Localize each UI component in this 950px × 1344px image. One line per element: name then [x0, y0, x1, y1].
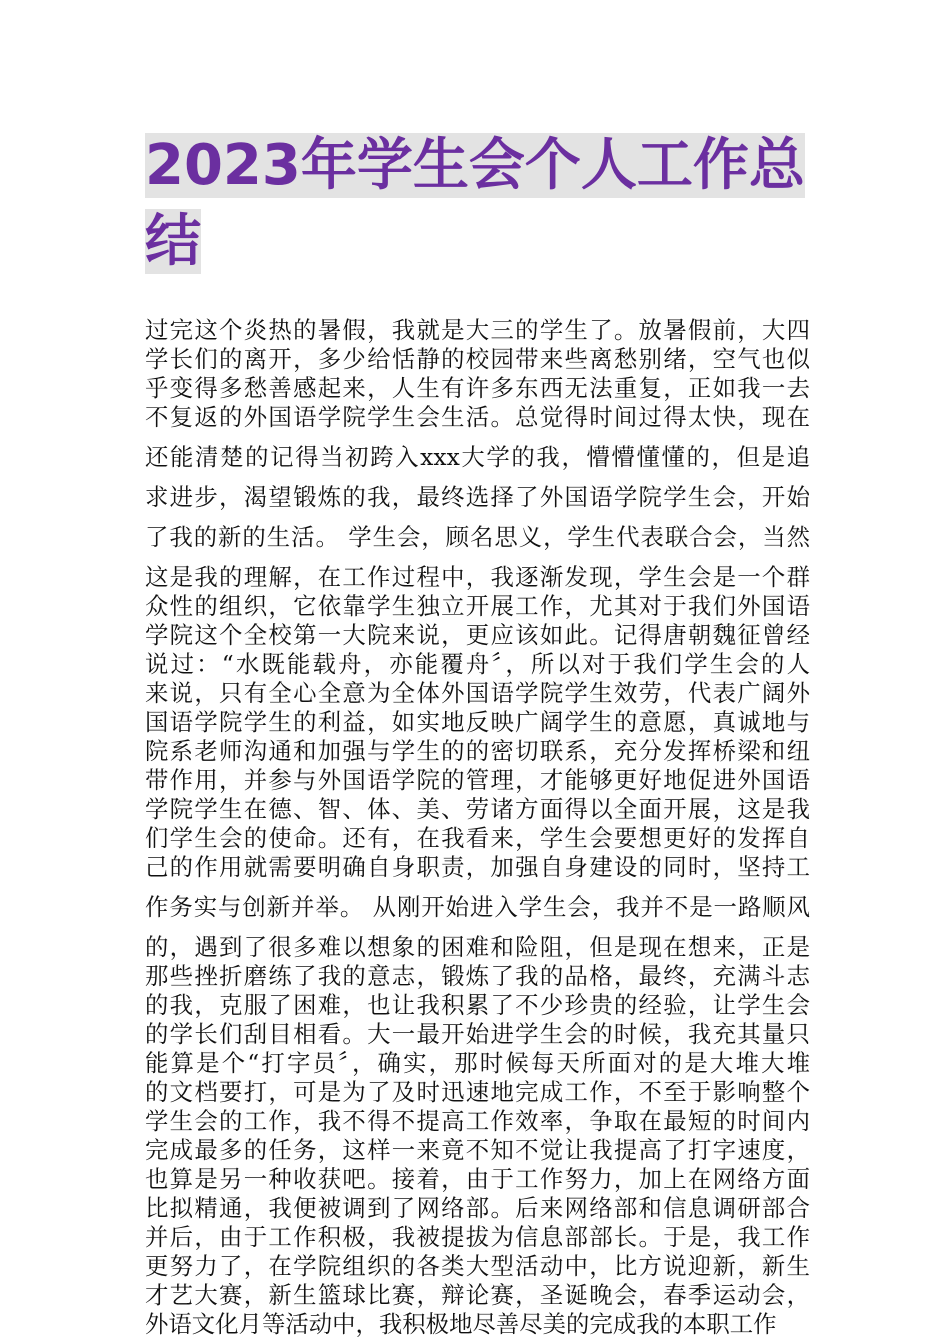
body-line: 并后，由于工作积极，我被提拔为信息部部长。于是，我工作	[145, 1223, 810, 1251]
body-line: 的文档要打，可是为了及时迅速地完成工作，不至于影响整个	[145, 1078, 810, 1106]
body-line: 学院学生在德、智、体、美、劳诸方面得以全面开展，这是我	[145, 795, 810, 823]
body-line: 学院这个全校第一大院来说，更应该如此。记得唐朝魏征曾经	[145, 621, 810, 649]
document-title-text: 2023年学生会个人工作总结	[145, 133, 805, 274]
body-line: 了我的新的生活。 学生会，顾名思义，学生代表联合会，当然	[145, 523, 810, 551]
body-line: 们学生会的使命。还有，在我看来，学生会要想更好的发挥自	[145, 824, 810, 852]
body-line: 外语文化月等活动中，我积极地尽善尽美的完成我的本职工作	[145, 1310, 777, 1338]
body-line: 来说，只有全心全意为全体外国语学院学生效劳，代表广阔外	[145, 679, 810, 707]
body-line: 的，遇到了很多难以想象的困难和险阻，但是现在想来，正是	[145, 933, 810, 961]
body-line: 带作用，并参与外国语学院的管理，才能够更好地促进外国语	[145, 766, 810, 794]
body-line: 不复返的外国语学院学生会生活。总觉得时间过得太快，现在	[145, 403, 810, 431]
body-line: 院系老师沟通和加强与学生的的密切联系，充分发挥桥梁和纽	[145, 737, 810, 765]
body-line: 那些挫折磨练了我的意志，锻炼了我的品格，最终，充满斗志	[145, 962, 810, 990]
body-line: 作务实与创新并举。 从刚开始进入学生会，我并不是一路顺风	[145, 893, 810, 921]
body-line: 国语学院学生的利益，如实地反映广阔学生的意愿，真诚地与	[145, 708, 810, 736]
body-line: 乎变得多愁善感起来，人生有许多东西无法重复，正如我一去	[145, 374, 810, 402]
document-body	[145, 316, 810, 1339]
body-line: 还能清楚的记得当初跨入xxx大学的我，懵懵懂懂的，但是追	[145, 443, 810, 471]
body-line: 说过：“水既能载舟，亦能覆舟〞，所以对于我们学生会的人	[145, 650, 810, 678]
body-line: 更努力了，在学院组织的各类大型活动中，比方说迎新，新生	[145, 1252, 810, 1280]
body-line: 才艺大赛，新生篮球比赛，辩论赛，圣诞晚会，春季运动会，	[145, 1281, 810, 1309]
body-line: 的我，克服了困难，也让我积累了不少珍贵的经验，让学生会	[145, 991, 810, 1019]
body-line: 学生会的工作，我不得不提高工作效率，争取在最短的时间内	[145, 1107, 810, 1135]
body-line: 求进步，渴望锻炼的我，最终选择了外国语学院学生会，开始	[145, 483, 810, 511]
body-line: 能算是个“打字员〞，确实，那时候每天所面对的是大堆大堆	[145, 1049, 810, 1077]
body-line: 众性的组织，它依靠学生独立开展工作，尤其对于我们外国语	[145, 592, 810, 620]
document-title	[145, 128, 810, 280]
body-line: 也算是另一种收获吧。接着，由于工作努力，加上在网络方面	[145, 1165, 810, 1193]
body-line: 这是我的理解，在工作过程中，我逐渐发现，学生会是一个群	[145, 563, 810, 591]
body-line: 比拟精通，我便被调到了网络部。后来网络部和信息调研部合	[145, 1194, 810, 1222]
body-line: 学长们的离开，多少给恬静的校园带来些离愁别绪，空气也似	[145, 345, 810, 373]
body-line: 完成最多的任务，这样一来竟不知不觉让我提高了打字速度，	[145, 1136, 810, 1164]
body-line: 的学长们刮目相看。大一最开始进学生会的时候，我充其量只	[145, 1020, 810, 1048]
body-line: 己的作用就需要明确自身职责，加强自身建设的同时，坚持工	[145, 853, 810, 881]
body-line: 过完这个炎热的暑假，我就是大三的学生了。放暑假前，大四	[145, 316, 810, 344]
